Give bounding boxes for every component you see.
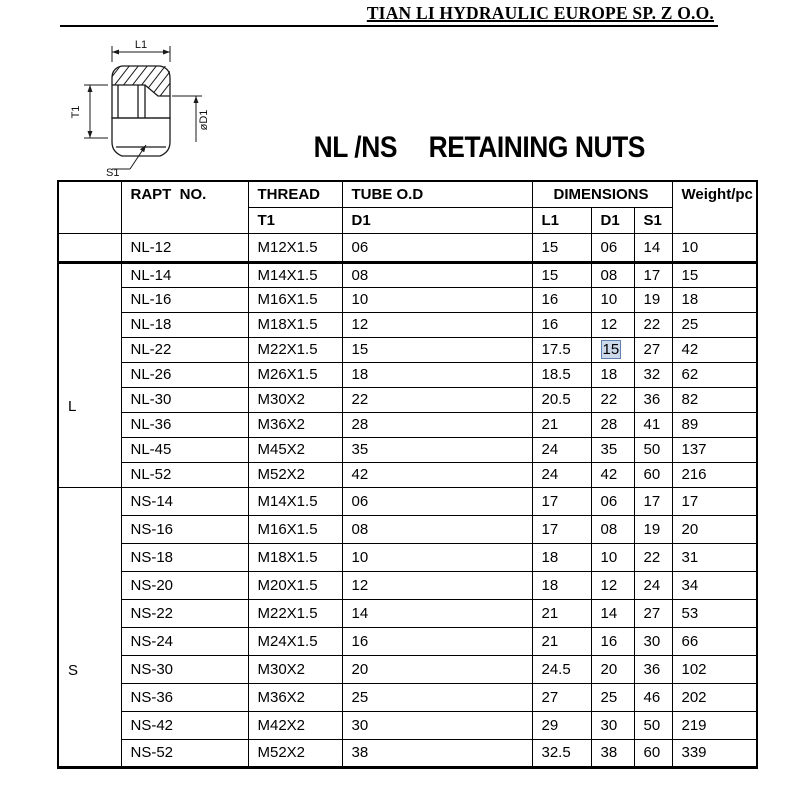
- cell-s1: 60: [634, 462, 672, 487]
- cell-weight: 89: [672, 412, 757, 437]
- cell-weight: 42: [672, 337, 757, 362]
- cell-weight: 18: [672, 287, 757, 312]
- title-series: NL /NS: [313, 131, 398, 164]
- cell-l1: 16: [532, 312, 591, 337]
- cell-rapt: NS-52: [121, 739, 248, 767]
- table-row: [58, 262, 757, 287]
- cell-d1: 20: [591, 655, 634, 683]
- cell-s1: 19: [634, 515, 672, 543]
- cell-thread: M52X2: [248, 739, 342, 767]
- cell-s1: 50: [634, 711, 672, 739]
- header-l1: L1: [532, 207, 591, 233]
- cell-weight: 15: [672, 262, 757, 287]
- cell-l1: 21: [532, 412, 591, 437]
- cell-rapt: NL-22: [121, 337, 248, 362]
- cell-rapt: NL-16: [121, 287, 248, 312]
- cell-rapt: NL-12: [121, 233, 248, 262]
- cell-l1: 18.5: [532, 362, 591, 387]
- cell-d1: 35: [591, 437, 634, 462]
- cell-rapt: NL-36: [121, 412, 248, 437]
- cell-d1: 12: [591, 312, 634, 337]
- cell-s1: 27: [634, 337, 672, 362]
- table-row: [58, 312, 757, 337]
- table-row: [58, 711, 757, 739]
- cell-tube: 12: [342, 312, 532, 337]
- cell-thread: M42X2: [248, 711, 342, 739]
- cell-weight: 82: [672, 387, 757, 412]
- cell-tube: 06: [342, 487, 532, 515]
- cell-l1: 17: [532, 515, 591, 543]
- cell-rapt: NS-24: [121, 627, 248, 655]
- cell-l1: 32.5: [532, 739, 591, 767]
- cell-d1: 30: [591, 711, 634, 739]
- cell-rapt: NS-14: [121, 487, 248, 515]
- dim-label-d1: øD1: [198, 109, 210, 131]
- cell-s1: 46: [634, 683, 672, 711]
- series-label-cell: L: [58, 262, 121, 487]
- dim-label-l1: L1: [134, 39, 148, 51]
- table-row: [58, 287, 757, 312]
- cell-s1: 60: [634, 739, 672, 767]
- cell-l1: 24.5: [532, 655, 591, 683]
- cell-l1: 16: [532, 287, 591, 312]
- series-label-cell: [58, 233, 121, 262]
- cell-d1: 12: [591, 571, 634, 599]
- cell-weight: 31: [672, 543, 757, 571]
- table-row: [58, 412, 757, 437]
- cell-rapt: NL-52: [121, 462, 248, 487]
- cell-rapt: NS-20: [121, 571, 248, 599]
- header-d1-dim: D1: [591, 207, 634, 233]
- cell-s1: 24: [634, 571, 672, 599]
- cell-thread: M14X1.5: [248, 262, 342, 287]
- cell-weight: 10: [672, 233, 757, 262]
- cell-s1: 36: [634, 387, 672, 412]
- nut-outline: [94, 56, 191, 156]
- cell-d1: 38: [591, 739, 634, 767]
- cell-d1: 10: [591, 287, 634, 312]
- cell-s1: 22: [634, 543, 672, 571]
- cell-tube: 06: [342, 233, 532, 262]
- nut-technical-drawing: [50, 28, 280, 178]
- table-row: [58, 627, 757, 655]
- cell-weight: 202: [672, 683, 757, 711]
- cell-weight: 25: [672, 312, 757, 337]
- cell-rapt: NS-18: [121, 543, 248, 571]
- cell-rapt: NL-45: [121, 437, 248, 462]
- table-row: [58, 655, 757, 683]
- table-row: [58, 487, 757, 515]
- table-row: [58, 683, 757, 711]
- cell-tube: 25: [342, 683, 532, 711]
- cell-s1: 22: [634, 312, 672, 337]
- cell-tube: 18: [342, 362, 532, 387]
- cell-tube: 38: [342, 739, 532, 767]
- cell-thread: M30X2: [248, 387, 342, 412]
- cell-thread: M16X1.5: [248, 287, 342, 312]
- cell-weight: 66: [672, 627, 757, 655]
- cell-s1: 27: [634, 599, 672, 627]
- cell-l1: 17.5: [532, 337, 591, 362]
- cell-weight: 62: [672, 362, 757, 387]
- company-header-rule: [60, 1, 718, 27]
- cell-d1: 16: [591, 627, 634, 655]
- cell-l1: 27: [532, 683, 591, 711]
- cell-thread: M24X1.5: [248, 627, 342, 655]
- cell-tube: 16: [342, 627, 532, 655]
- cell-d1: 08: [591, 262, 634, 287]
- table-header: [58, 181, 757, 233]
- dim-label-t1: T1: [70, 105, 82, 119]
- spec-table: [57, 180, 758, 769]
- cell-s1: 50: [634, 437, 672, 462]
- cell-rapt: NL-14: [121, 262, 248, 287]
- cell-d1: 18: [591, 362, 634, 387]
- cell-l1: 21: [532, 627, 591, 655]
- cell-weight: 34: [672, 571, 757, 599]
- table-row: [58, 543, 757, 571]
- cell-tube: 10: [342, 287, 532, 312]
- header-d1: D1: [342, 207, 532, 233]
- cell-l1: 24: [532, 437, 591, 462]
- section-hatching: [94, 56, 191, 100]
- cell-l1: 15: [532, 262, 591, 287]
- cell-weight: 17: [672, 487, 757, 515]
- table-row: [58, 233, 757, 262]
- table-row: [58, 462, 757, 487]
- cell-thread: M36X2: [248, 412, 342, 437]
- table-row: [58, 599, 757, 627]
- cell-l1: 18: [532, 543, 591, 571]
- cell-l1: 18: [532, 571, 591, 599]
- cell-tube: 28: [342, 412, 532, 437]
- header-dimensions: DIMENSIONS: [532, 181, 672, 207]
- cell-rapt: NL-18: [121, 312, 248, 337]
- table-row: [58, 571, 757, 599]
- cell-tube: 35: [342, 437, 532, 462]
- cell-s1: 30: [634, 627, 672, 655]
- cell-thread: M16X1.5: [248, 515, 342, 543]
- cell-thread: M12X1.5: [248, 233, 342, 262]
- cell-thread: M20X1.5: [248, 571, 342, 599]
- cell-thread: M52X2: [248, 462, 342, 487]
- cell-weight: 102: [672, 655, 757, 683]
- cell-s1: 32: [634, 362, 672, 387]
- table-row: [58, 337, 757, 362]
- header-thread: THREAD: [248, 181, 342, 207]
- header-tube-od: TUBE O.D: [342, 181, 532, 207]
- cell-rapt: NS-36: [121, 683, 248, 711]
- cell-tube: 10: [342, 543, 532, 571]
- cell-tube: 15: [342, 337, 532, 362]
- header-weight: Weight/pc: [672, 181, 757, 233]
- header-rapt-no: RAPT NO.: [121, 181, 248, 233]
- company-name: TIAN LI HYDRAULIC EUROPE SP. Z O.O.: [366, 3, 714, 23]
- cell-thread: M45X2: [248, 437, 342, 462]
- cell-tube: 08: [342, 515, 532, 543]
- cell-weight: 53: [672, 599, 757, 627]
- cell-d1: 28: [591, 412, 634, 437]
- cell-rapt: NS-42: [121, 711, 248, 739]
- cell-s1: 14: [634, 233, 672, 262]
- cell-s1: 41: [634, 412, 672, 437]
- cell-l1: 29: [532, 711, 591, 739]
- cell-d1: 25: [591, 683, 634, 711]
- cell-rapt: NS-16: [121, 515, 248, 543]
- cell-weight: 137: [672, 437, 757, 462]
- cell-tube: 42: [342, 462, 532, 487]
- cell-rapt: NS-30: [121, 655, 248, 683]
- cell-weight: 219: [672, 711, 757, 739]
- cell-d1: 42: [591, 462, 634, 487]
- cell-thread: M18X1.5: [248, 312, 342, 337]
- cell-l1: 21: [532, 599, 591, 627]
- cell-thread: M26X1.5: [248, 362, 342, 387]
- cell-d1: [591, 337, 634, 362]
- cell-thread: M22X1.5: [248, 599, 342, 627]
- cell-tube: 30: [342, 711, 532, 739]
- cell-d1: 06: [591, 233, 634, 262]
- cell-thread: M14X1.5: [248, 487, 342, 515]
- cell-rapt: NS-22: [121, 599, 248, 627]
- cell-s1: 17: [634, 487, 672, 515]
- title-product: RETAINING NUTS: [428, 131, 645, 164]
- cell-tube: 08: [342, 262, 532, 287]
- cell-rapt: NL-26: [121, 362, 248, 387]
- cell-d1: 14: [591, 599, 634, 627]
- header-series: [58, 181, 121, 233]
- cell-l1: 15: [532, 233, 591, 262]
- cell-thread: M36X2: [248, 683, 342, 711]
- table-row: [58, 739, 757, 767]
- cell-d1: 10: [591, 543, 634, 571]
- cell-weight: 216: [672, 462, 757, 487]
- cell-d1: 08: [591, 515, 634, 543]
- cell-l1: 17: [532, 487, 591, 515]
- cell-tube: 12: [342, 571, 532, 599]
- table-row: [58, 362, 757, 387]
- dim-label-s1: S1: [106, 167, 120, 178]
- cell-thread: M30X2: [248, 655, 342, 683]
- cell-weight: 339: [672, 739, 757, 767]
- cell-d1: 22: [591, 387, 634, 412]
- cell-rapt: NL-30: [121, 387, 248, 412]
- table-body: [58, 233, 757, 767]
- cell-thread: M18X1.5: [248, 543, 342, 571]
- cell-tube: 22: [342, 387, 532, 412]
- table-row: [58, 515, 757, 543]
- cell-l1: 20.5: [532, 387, 591, 412]
- cell-s1: 36: [634, 655, 672, 683]
- header-t1: T1: [248, 207, 342, 233]
- cell-tube: 14: [342, 599, 532, 627]
- cell-s1: 19: [634, 287, 672, 312]
- cell-l1: 24: [532, 462, 591, 487]
- series-label-cell: S: [58, 487, 121, 767]
- cell-tube: 20: [342, 655, 532, 683]
- cell-weight: 20: [672, 515, 757, 543]
- table-row: [58, 387, 757, 412]
- cell-s1: 17: [634, 262, 672, 287]
- header-s1: S1: [634, 207, 672, 233]
- cell-thread: M22X1.5: [248, 337, 342, 362]
- table-row: [58, 437, 757, 462]
- cell-d1: 06: [591, 487, 634, 515]
- dimension-arrows: [88, 50, 199, 153]
- selected-value[interactable]: 15: [602, 341, 620, 358]
